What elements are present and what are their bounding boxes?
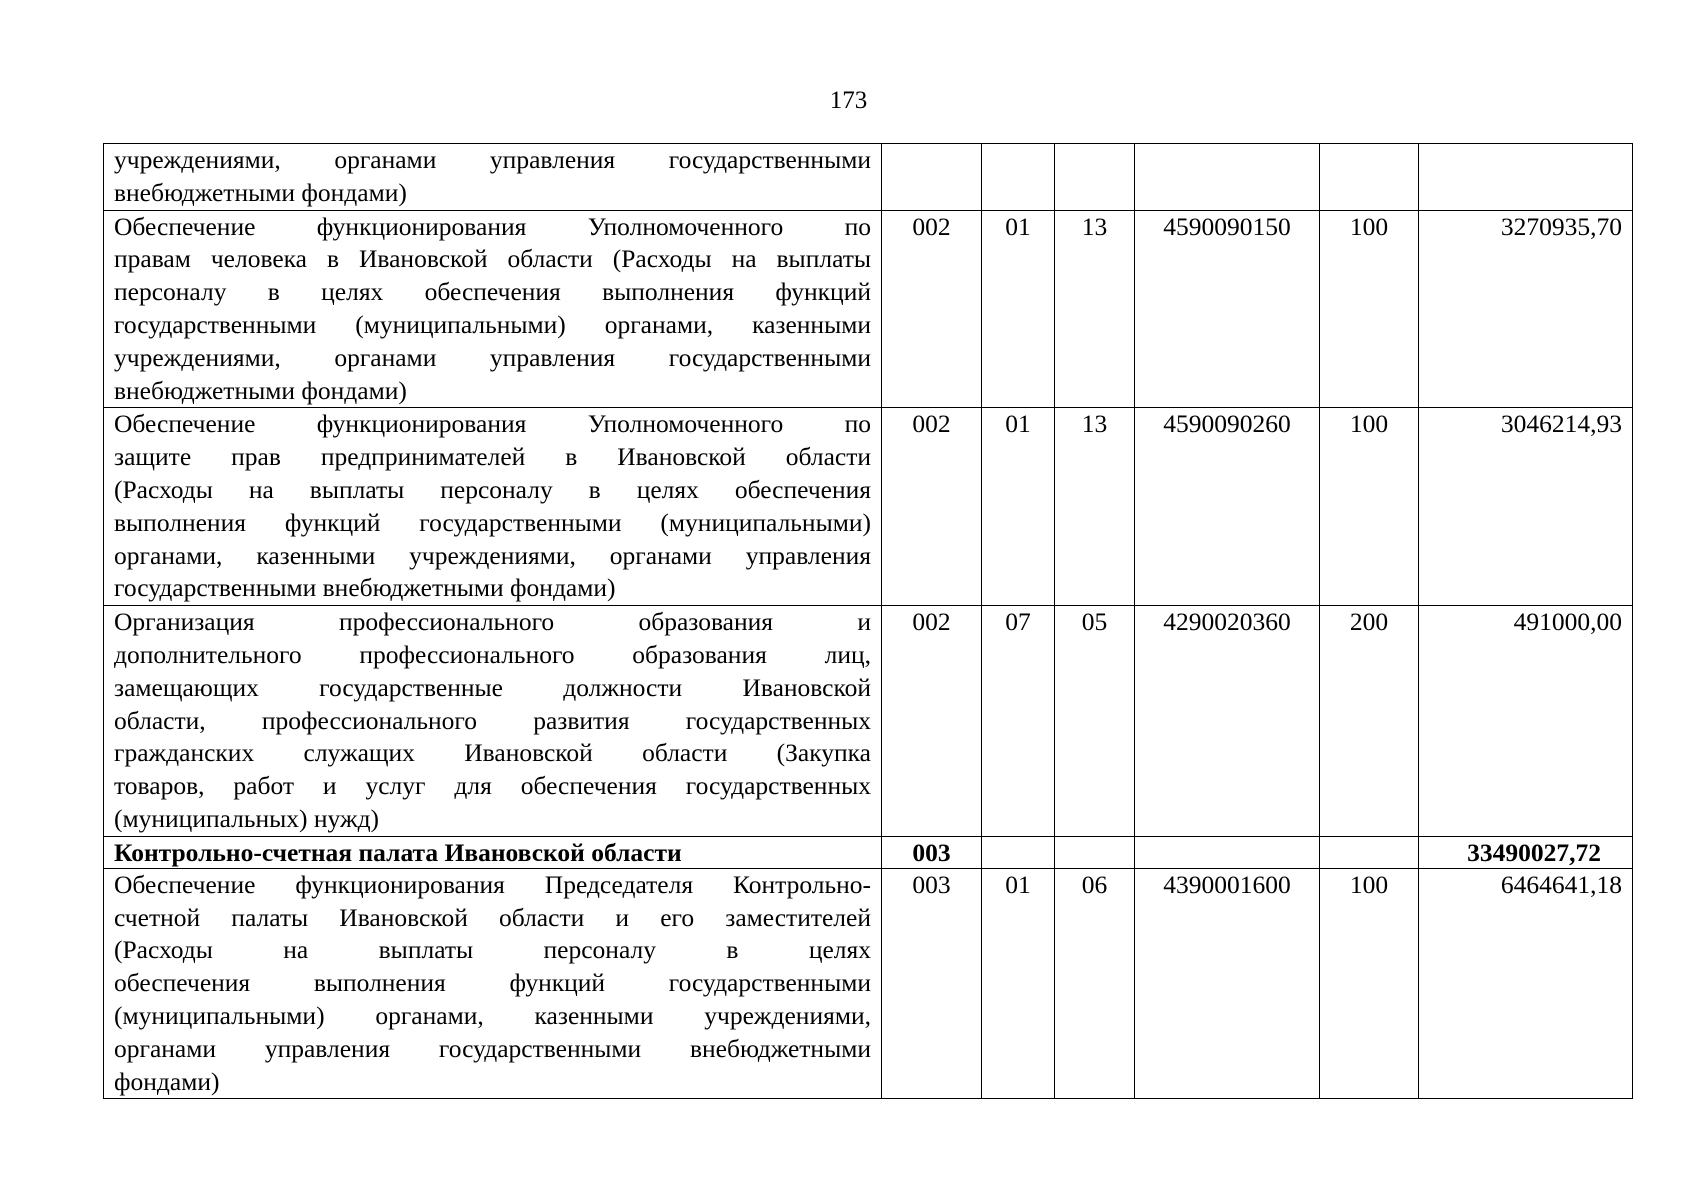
description-line: защите прав предпринимателей в Ивановской области	[114, 442, 871, 472]
description-line: обеспечения выполнения функций государственными	[114, 968, 871, 998]
target-article-code: 4590090150	[1135, 210, 1320, 408]
table-row	[104, 408, 1633, 606]
description-line: (муниципальными) органами, казенными учреждениями,	[114, 1000, 871, 1030]
description-line: государственными (муниципальными) органами, казенными	[114, 309, 871, 339]
description-line: учреждениями, органами управления государственными	[114, 342, 871, 372]
subsection-code: 13	[1055, 408, 1135, 606]
grbs-code: 002	[882, 210, 982, 408]
table-row	[104, 210, 1633, 408]
target-article-code: 4390001600	[1135, 868, 1320, 1099]
description-line: Контрольно-счетная палата Ивановской области	[114, 837, 682, 867]
row-description	[104, 868, 882, 1099]
description-line: (муниципальных) нужд)	[114, 803, 380, 833]
page-number: 173	[829, 87, 868, 114]
description-line: (Расходы на выплаты персоналу в целях	[114, 935, 871, 965]
description-line: внебюджетными фондами)	[114, 177, 407, 207]
description-line: фондами)	[114, 1066, 220, 1096]
description-line: Обеспечение функционирования Уполномоченного по	[114, 211, 871, 241]
description-line: области, профессионального развития государственных	[114, 705, 871, 735]
amount	[1419, 144, 1633, 211]
subsection-code	[1055, 836, 1135, 868]
description-line: выполнения функций государственными (муниципальными)	[114, 507, 871, 537]
grbs-code: 002	[882, 408, 982, 606]
amount: 3270935,70	[1419, 210, 1633, 408]
table-row	[104, 868, 1633, 1099]
grbs-code: 003	[882, 868, 982, 1099]
subsection-code	[1055, 144, 1135, 211]
description-line: органами управления государственными внебюджетными	[114, 1033, 871, 1063]
subsection-code: 13	[1055, 210, 1135, 408]
grbs-code: 003	[882, 836, 982, 868]
target-article-code	[1135, 144, 1320, 211]
subsection-code: 06	[1055, 868, 1135, 1099]
table-row	[104, 144, 1633, 211]
description-line: государственными внебюджетными фондами)	[114, 573, 616, 603]
section-code: 01	[982, 868, 1055, 1099]
target-article-code: 4590090260	[1135, 408, 1320, 606]
grbs-code	[882, 144, 982, 211]
target-article-code: 4290020360	[1135, 606, 1320, 837]
row-description	[104, 144, 882, 211]
table-row-total	[104, 836, 1633, 868]
description-line: счетной палаты Ивановской области и его заместителей	[114, 902, 871, 932]
grbs-code: 002	[882, 606, 982, 837]
description-line: внебюджетными фондами)	[114, 375, 407, 405]
subsection-code: 05	[1055, 606, 1135, 837]
description-line: Организация профессионального образования и	[114, 607, 871, 637]
table-row	[104, 606, 1633, 837]
description-line: Обеспечение функционирования Председателя Контрольно-	[114, 869, 871, 899]
description-line: дополнительного профессионального образования лиц,	[114, 639, 871, 669]
row-description	[104, 210, 882, 408]
budget-table	[103, 143, 1633, 1099]
description-line: (Расходы на выплаты персоналу в целях обеспечения	[114, 474, 871, 504]
description-line: Обеспечение функционирования Уполномоченного по	[114, 409, 871, 439]
amount: 3046214,93	[1419, 408, 1633, 606]
expense-type-code	[1320, 144, 1419, 211]
section-code: 07	[982, 606, 1055, 837]
expense-type-code: 100	[1320, 408, 1419, 606]
expense-type-code: 100	[1320, 210, 1419, 408]
amount: 6464641,18	[1419, 868, 1633, 1099]
section-code: 01	[982, 210, 1055, 408]
section-code	[982, 144, 1055, 211]
description-line: гражданских служащих Ивановской области (Закупка	[114, 738, 871, 768]
expense-type-code: 200	[1320, 606, 1419, 837]
description-line: правам человека в Ивановской области (Расходы на выплаты	[114, 244, 871, 274]
section-code: 01	[982, 408, 1055, 606]
description-line: персоналу в целях обеспечения выполнения функций	[114, 277, 871, 307]
expense-type-code	[1320, 836, 1419, 868]
description-line: замещающих государственные должности Ивановской	[114, 672, 871, 702]
amount: 491000,00	[1419, 606, 1633, 837]
description-line: учреждениями, органами управления государственными	[114, 145, 871, 174]
row-description	[104, 836, 882, 868]
target-article-code	[1135, 836, 1320, 868]
row-description	[104, 606, 882, 837]
amount: 33490027,72	[1419, 836, 1633, 868]
expense-type-code: 100	[1320, 868, 1419, 1099]
section-code	[982, 836, 1055, 868]
description-line: органами, казенными учреждениями, органами управления	[114, 540, 871, 570]
row-description	[104, 408, 882, 606]
description-line: товаров, работ и услуг для обеспечения государственных	[114, 771, 871, 801]
